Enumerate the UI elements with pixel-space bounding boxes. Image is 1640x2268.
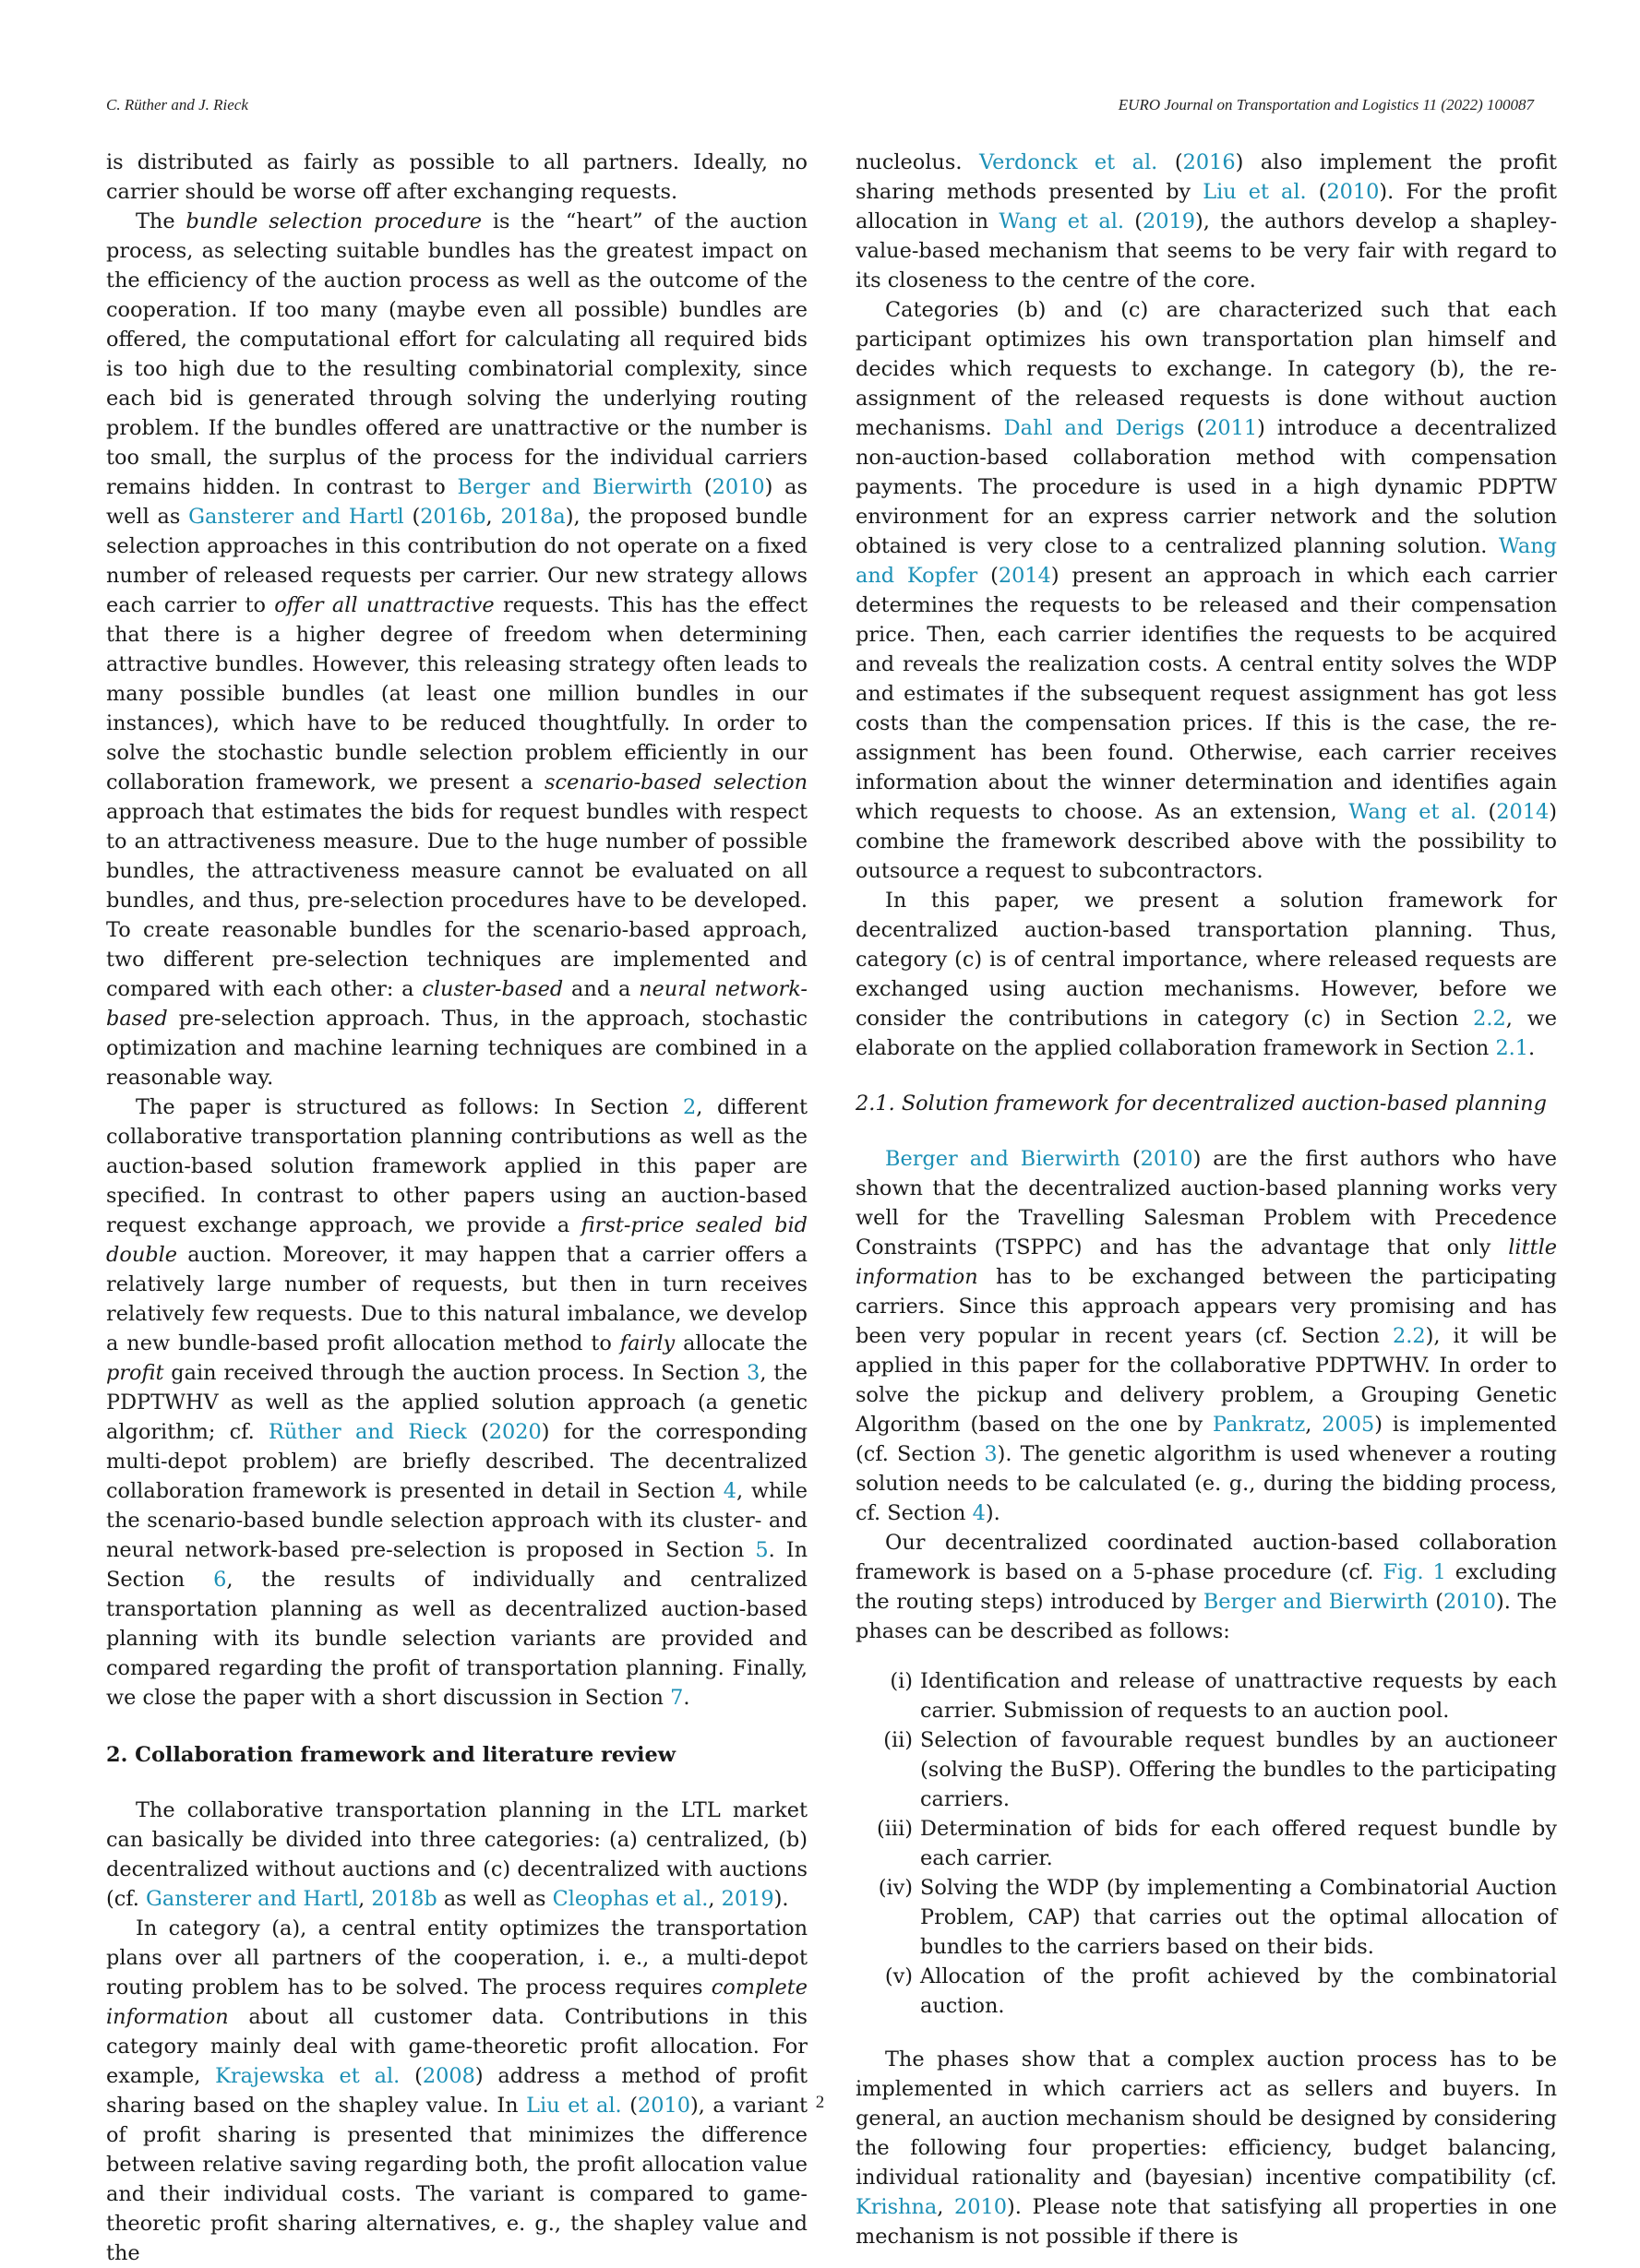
paragraph: The phases show that a complex auction process has to be implemented in which carriers act as sellers and buyers. In general, an auction mechanism should be designed by considering the following four properties: efficiency, budget balancing, individual rationality and (bayesian) incentive compatibility (cf. Krishna, 2010). Please note that satisfying all properties in one mechanism is not possible if there is xyxy=(856,2047,1557,2249)
citation-link[interactable]: Gansterer and Hartl xyxy=(188,505,404,529)
citation-link[interactable]: 2019 xyxy=(1143,209,1196,233)
phase-text: Identification and release of unattractive requests by each carrier. Submission of requests to an auction pool. xyxy=(920,1669,1557,1723)
citation-link[interactable]: Fig. 1 xyxy=(1383,1560,1446,1584)
left-column xyxy=(106,148,808,2268)
phase-item xyxy=(856,1962,1557,2021)
citation-link[interactable]: 2016 xyxy=(1182,150,1236,174)
citation-link[interactable]: 2.2 xyxy=(1473,1007,1506,1031)
phase-text: Allocation of the profit achieved by the combinatorial auction. xyxy=(920,1964,1557,2018)
citation-link[interactable]: 2005 xyxy=(1322,1413,1375,1437)
citation-link[interactable]: Liu et al. xyxy=(526,2094,622,2118)
citation-link[interactable]: Pankratz xyxy=(1213,1413,1306,1437)
phase-list xyxy=(856,1666,1557,2021)
emphasis: scenario-based selection xyxy=(545,770,808,794)
phase-number: (iii) xyxy=(877,1817,913,1841)
citation-link[interactable]: 2014 xyxy=(998,564,1051,588)
citation-link[interactable]: 3 xyxy=(984,1442,998,1466)
emphasis: little information xyxy=(856,1235,1557,1289)
emphasis: cluster-based xyxy=(422,977,564,1001)
phase-number: (v) xyxy=(884,1964,913,1988)
citation-link[interactable]: 2.2 xyxy=(1392,1324,1426,1348)
paragraph: The bundle selection procedure is the “heart” of the auction process, as selecting suitable bundles has the greatest impact on the efficiency of the auction process as well as the outcome of the cooperation. If too many (maybe even all possible) bundles are offered, the computational effort for calculating all required bids is too high due to the resulting combinatorial complexity, since each bid is generated through solving the underlying routing problem. If the bundles offered are unattractive or the number is too small, the surplus of the process for the individual carriers remains hidden. In contrast to Berger and Bierwirth (2010) as well as Gansterer and Hartl (2016b, 2018a), the proposed bundle selection approaches in this contribution do not operate on a fixed number of released requests per carrier. Our new strategy allows each carrier to offer all unattractive requests. This has the effect that there is a higher degree of freedom when determining attractive bundles. However, this releasing strategy often leads to many possible bundles (at least one million bundles in our instances), which have to be reduced thoughtfully. In order to solve the stochastic bundle selection problem efficiently in our collaboration framework, we present a scenario-based selection approach that estimates the bids for request bundles with respect to an attractiveness measure. Due to the huge number of possible bundles, the attractiveness measure cannot be evaluated on all bundles, and thus, pre-selection procedures have to be developed. To create reasonable bundles for the scenario-based approach, two different pre-selection techniques are implemented and compared with each other: a cluster-based and a neural network-based pre-selection approach. Thus, in the approach, stochastic optimization and machine learning techniques are combined in a reasonable way. xyxy=(106,209,808,1090)
citation-link[interactable]: Berger and Bierwirth xyxy=(885,1147,1120,1171)
phase-number: (i) xyxy=(890,1669,913,1693)
citation-link[interactable]: 5 xyxy=(755,1538,769,1562)
citation-link[interactable]: 2010 xyxy=(954,2195,1008,2219)
subsection-heading: 2.1. Solution framework for decentralized auction-based planning xyxy=(856,1092,1547,1116)
header-journal: EURO Journal on Transportation and Logistics 11 (2022) 100087 xyxy=(1118,96,1534,113)
citation-link[interactable]: Berger and Bierwirth xyxy=(457,475,693,499)
right-column xyxy=(856,148,1557,2251)
section-heading: 2. Collaboration framework and literature review xyxy=(106,1743,676,1767)
paragraph: In this paper, we present a solution framework for decentralized auction-based transportation planning. Thus, category (c) is of central importance, where released requests are exchanged using auction mechanisms. However, before we consider the contributions in category (c) in Section 2.2, we elaborate on the applied collaboration framework in Section 2.1. xyxy=(856,889,1557,1060)
emphasis: first-price sealed bid double xyxy=(106,1213,808,1267)
phase-item xyxy=(856,1725,1557,1814)
paragraph: The collaborative transportation planning in the LTL market can basically be divided into three categories: (a) centralized, (b) decentralized without auctions and (c) decentralized with auctions (cf. Gansterer and Hartl, 2018b as well as Cleophas et al., 2019). xyxy=(106,1798,808,1911)
citation-link[interactable]: Liu et al. xyxy=(1203,180,1307,204)
citation-link[interactable]: Gansterer and Hartl xyxy=(146,1887,359,1911)
phase-text: Solving the WDP (by implementing a Combinatorial Auction Problem, CAP) that carries out the optimal allocation of bundles to the carriers based on their bids. xyxy=(920,1876,1557,1959)
emphasis: offer all unattractive xyxy=(274,593,495,617)
citation-link[interactable]: 2010 xyxy=(712,475,765,499)
citation-link[interactable]: Wang et al. xyxy=(1348,800,1477,824)
emphasis: profit xyxy=(106,1361,164,1385)
citation-link[interactable]: 4 xyxy=(972,1501,986,1525)
paragraph: In category (a), a central entity optimizes the transportation plans over all partners of the cooperation, i. e., a multi-depot routing problem has to be solved. The process requires complete information about all customer data. Contributions in this category mainly deal with game-theoretic profit allocation. For example, Krajewska et al. (2008) address a method of profit sharing based on the shapley value. In Liu et al. (2010), a variant of profit sharing is presented that minimizes the difference between relative saving regarding both, the profit allocation value and their individual costs. The variant is compared to game-theoretic profit sharing alternatives, e. g., the shapley value and the xyxy=(106,1916,808,2265)
citation-link[interactable]: Wang et al. xyxy=(999,209,1124,233)
citation-link[interactable]: Krishna xyxy=(856,2195,938,2219)
citation-link[interactable]: 2011 xyxy=(1204,416,1258,440)
phase-number: (ii) xyxy=(883,1728,913,1752)
emphasis: bundle selection procedure xyxy=(186,209,482,233)
citation-link[interactable]: 2008 xyxy=(422,2064,475,2088)
paragraph: is distributed as fairly as possible to all partners. Ideally, no carrier should be worse off after exchanging requests. xyxy=(106,150,808,204)
phase-item xyxy=(856,1873,1557,1962)
phase-number: (iv) xyxy=(878,1876,913,1900)
citation-link[interactable]: 3 xyxy=(747,1361,760,1385)
citation-link[interactable]: 2.1 xyxy=(1495,1036,1529,1060)
emphasis: neural network-based xyxy=(106,977,808,1031)
citation-link[interactable]: Berger and Bierwirth xyxy=(1203,1590,1429,1614)
citation-link[interactable]: 4 xyxy=(723,1479,736,1503)
citation-link[interactable]: Krajewska et al. xyxy=(215,2064,401,2088)
paragraph: Berger and Bierwirth (2010) are the first authors who have shown that the decentralized auction-based planning works very well for the Travelling Salesman Problem with Precedence Constraints (TSPPC) and has the advantage that only little information has to be exchanged between the participating carriers. Since this approach appears very promising and has been very popular in recent years (cf. Section 2.2), it will be applied in this paper for the collaborative PDPTWHV. In order to solve the pickup and delivery problem, a Grouping Genetic Algorithm (based on the one by Pankratz, 2005) is implemented (cf. Section 3). The genetic algorithm is used whenever a routing solution needs to be calculated (e. g., during the bidding process, cf. Section 4). xyxy=(856,1147,1558,1525)
citation-link[interactable]: 2 xyxy=(683,1095,697,1119)
citation-link[interactable]: 2016b xyxy=(420,505,486,529)
citation-link[interactable]: 6 xyxy=(213,1568,227,1592)
emphasis: complete information xyxy=(106,1976,808,2029)
page-number: 2 xyxy=(815,2093,825,2112)
phase-text: Selection of favourable request bundles by an auctioneer (solving the BuSP). Offering the bundles to the participating carriers. xyxy=(920,1728,1557,1811)
citation-link[interactable]: Dahl and Derigs xyxy=(1003,416,1185,440)
paragraph: Categories (b) and (c) are characterized such that each participant optimizes his own transportation plan himself and decides which requests to exchange. In category (b), the re-assignment of the released requests is done without auction mechanisms. Dahl and Derigs (2011) introduce a decentralized non-auction-based collaboration method with compensation payments. The procedure is used in a high dynamic PDPTW environment for an express carrier network and the solution obtained is very close to a centralized planning solution. Wang and Kopfer (2014) present an approach in which each carrier determines the requests to be released and their compensation price. Then, each carrier identifies the requests to be acquired and reveals the realization costs. A central entity solves the WDP and estimates if the subsequent request assignment has got less costs than the compensation prices. If this is the case, the re-assignment has been found. Otherwise, each carrier receives information about the winner determination and identifies again which requests to choose. As an extension, Wang et al. (2014) combine the framework described above with the possibility to outsource a request to subcontractors. xyxy=(856,298,1558,883)
citation-link[interactable]: 2010 xyxy=(1326,180,1380,204)
citation-link[interactable]: 2018b xyxy=(371,1887,437,1911)
citation-link[interactable]: Wang and Kopfer xyxy=(856,534,1557,588)
citation-link[interactable]: Cleophas et al. xyxy=(552,1887,709,1911)
citation-link[interactable]: 2019 xyxy=(721,1887,774,1911)
citation-link[interactable]: Verdonck et al. xyxy=(978,150,1158,174)
citation-link[interactable]: Rüther and Rieck xyxy=(269,1420,467,1444)
phase-item xyxy=(856,1666,1557,1725)
citation-link[interactable]: 7 xyxy=(670,1686,684,1710)
paragraph: nucleolus. Verdonck et al. (2016) also implement the profit sharing methods presented by Liu et al. (2010). For the profit allocation in Wang et al. (2019), the authors develop a shapley-value-based mechanism that seems to be very fair with regard to its closeness to the centre of the core. xyxy=(856,150,1558,292)
paragraph: The paper is structured as follows: In Section 2, different collaborative transportation planning contributions as well as the auction-based solution framework applied in this paper are specified. In contrast to other papers using an auction-based request exchange approach, we provide a first-price sealed bid double auction. Moreover, it may happen that a carrier offers a relatively large number of requests, but then in turn receives relatively few requests. Due to this natural imbalance, we develop a new bundle-based profit allocation method to fairly allocate the profit gain received through the auction process. In Section 3, the PDPTWHV as well as the applied solution approach (a genetic algorithm; cf. Rüther and Rieck (2020) for the corresponding multi-depot problem) are briefly described. The decentralized collaboration framework is presented in detail in Section 4, while the scenario-based bundle selection approach with its cluster- and neural network-based pre-selection is proposed in Section 5. In Section 6, the results of individually and centralized transportation planning as well as decentralized auction-based planning with its bundle selection variants are provided and compared regarding the profit of transportation planning. Finally, we close the paper with a short discussion in Section 7. xyxy=(106,1095,808,1710)
citation-link[interactable]: 2010 xyxy=(638,2094,690,2118)
citation-link[interactable]: 2010 xyxy=(1443,1590,1496,1614)
emphasis: fairly xyxy=(619,1331,676,1355)
citation-link[interactable]: 2020 xyxy=(488,1420,542,1444)
citation-link[interactable]: 2014 xyxy=(1496,800,1550,824)
paragraph: Our decentralized coordinated auction-based collaboration framework is based on a 5-phase procedure (cf. Fig. 1 excluding the routing steps) introduced by Berger and Bierwirth (2010). The phases can be described as follows: xyxy=(856,1531,1557,1643)
citation-link[interactable]: 2010 xyxy=(1140,1147,1193,1171)
phase-item xyxy=(856,1814,1557,1873)
citation-link[interactable]: 2018a xyxy=(500,505,566,529)
phase-text: Determination of bids for each offered request bundle by each carrier. xyxy=(920,1817,1557,1870)
header-authors: C. Rüther and J. Rieck xyxy=(106,96,248,113)
